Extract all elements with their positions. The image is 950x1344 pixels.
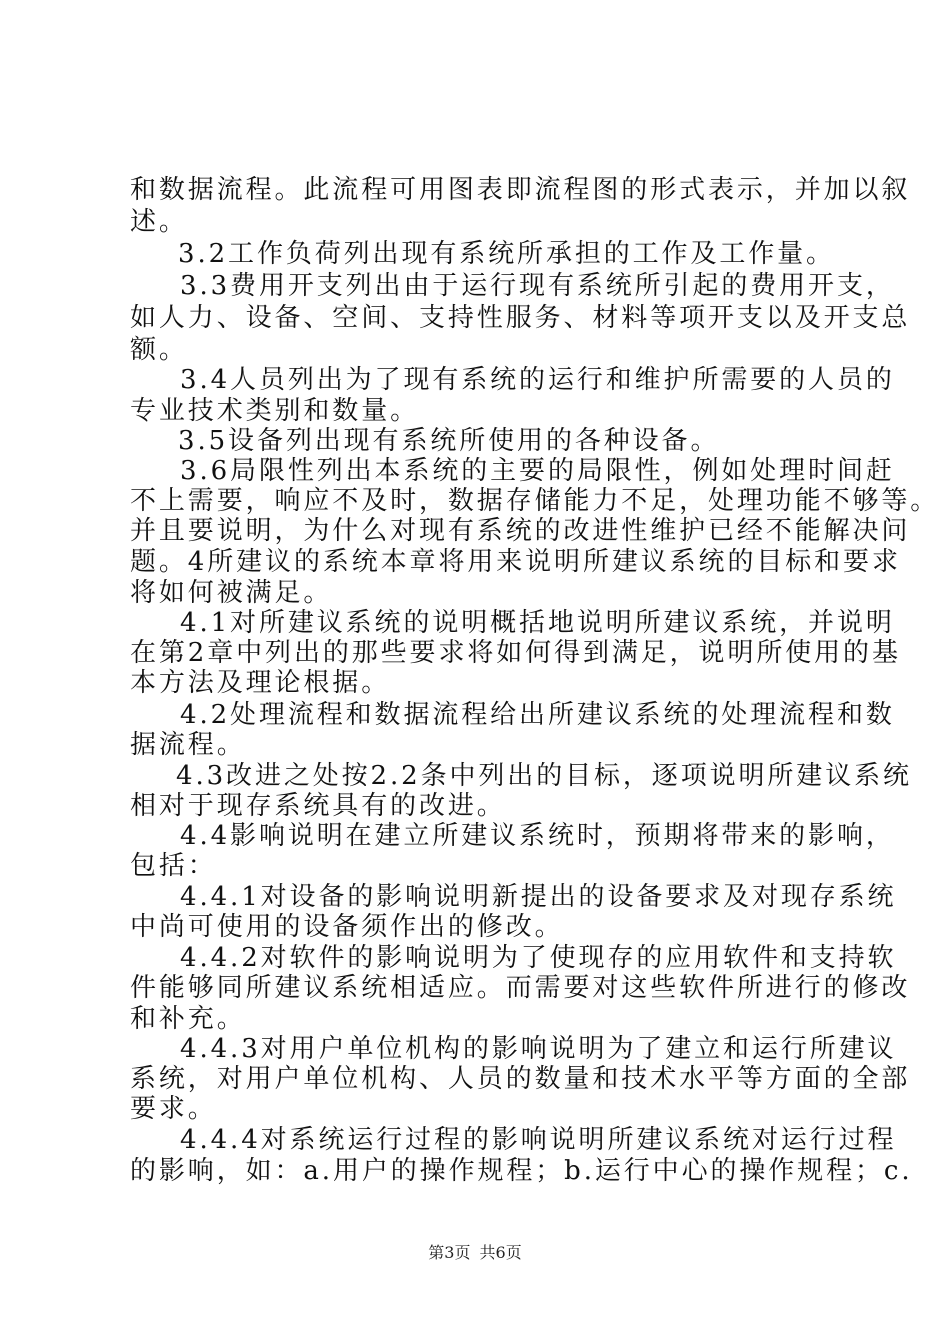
text-line: 3.6局限性列出本系统的主要的局限性，例如处理时间赶 — [180, 456, 895, 486]
text-line: 件能够同所建议系统相适应。而需要对这些软件所进行的修改 — [130, 973, 911, 1003]
text-line: 在第2章中列出的那些要求将如何得到满足，说明所使用的基 — [130, 638, 901, 668]
text-line: 题。4所建议的系统本章将用来说明所建议系统的目标和要求 — [130, 547, 901, 577]
text-line: 的影响，如：a.用户的操作规程；b.运行中心的操作规程；c. — [130, 1156, 913, 1186]
page-total: 共6页 — [479, 1243, 522, 1262]
text-line: 如人力、设备、空间、支持性服务、材料等项开支以及开支总 — [130, 303, 911, 333]
text-line: 系统，对用户单位机构、人员的数量和技术水平等方面的全部 — [130, 1064, 911, 1094]
text-line: 不上需要，响应不及时，数据存储能力不足，处理功能不够等。 — [130, 486, 940, 516]
text-line: 专业技术类别和数量。 — [130, 396, 420, 426]
text-line: 和补充。 — [130, 1004, 246, 1034]
text-line: 据流程。 — [130, 730, 246, 760]
text-line: 和数据流程。此流程可用图表即流程图的形式表示，并加以叙 — [130, 175, 911, 205]
text-line: 包括： — [130, 851, 217, 881]
text-line: 额。 — [130, 335, 188, 365]
text-line: 相对于现存系统具有的改进。 — [130, 791, 506, 821]
page-number: 第3页 — [428, 1243, 471, 1262]
text-line: 4.4.3对用户单位机构的影响说明为了建立和运行所建议 — [180, 1034, 897, 1064]
text-line: 4.1对所建议系统的说明概括地说明所建议系统，并说明 — [180, 608, 895, 638]
text-line: 3.2工作负荷列出现有系统所承担的工作及工作量。 — [178, 239, 835, 269]
text-line: 4.4影响说明在建立所建议系统时，预期将带来的影响， — [180, 821, 895, 851]
text-line: 4.4.2对软件的影响说明为了使现存的应用软件和支持软 — [180, 943, 897, 973]
text-line: 要求。 — [130, 1094, 217, 1124]
text-line: 4.4.1对设备的影响说明新提出的设备要求及对现存系统 — [180, 882, 897, 912]
text-line: 3.4人员列出为了现有系统的运行和维护所需要的人员的 — [180, 365, 895, 395]
text-line: 中尚可使用的设备须作出的修改。 — [130, 912, 564, 942]
text-line: 并且要说明，为什么对现有系统的改进性维护已经不能解决问 — [130, 516, 911, 546]
text-line: 述。 — [130, 207, 188, 237]
page-footer — [0, 1243, 950, 1263]
text-line: 4.4.4对系统运行过程的影响说明所建议系统对运行过程 — [180, 1125, 897, 1155]
text-line: 将如何被满足。 — [130, 578, 333, 608]
text-line: 3.5设备列出现有系统所使用的各种设备。 — [178, 426, 720, 456]
text-line: 3.3费用开支列出由于运行现有系统所引起的费用开支， — [180, 271, 895, 301]
text-line: 4.3改进之处按2.2条中列出的目标，逐项说明所建议系统 — [176, 761, 912, 791]
text-line: 本方法及理论根据。 — [130, 668, 391, 698]
text-line: 4.2处理流程和数据流程给出所建议系统的处理流程和数 — [180, 700, 895, 730]
